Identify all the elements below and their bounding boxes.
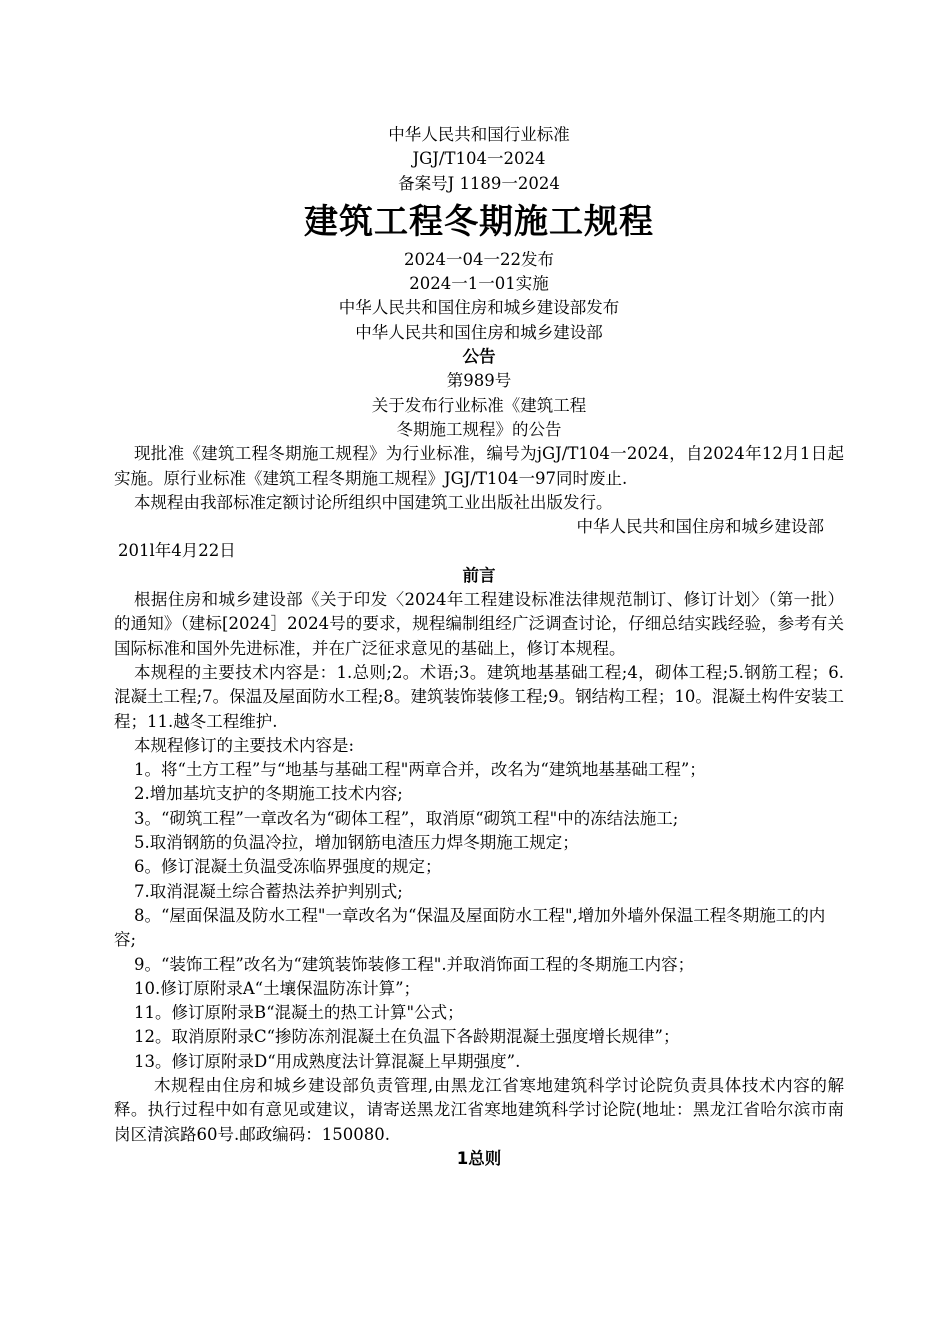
notice-body-1: 现批准《建筑工程冬期施工规程》为行业标准，编号为jGJ/T104一2024，自2024年12月1日起实施。原行业标准《建筑工程冬期施工规程》JGJ/T104一97同时废止. [114, 444, 844, 488]
notice-heading: 公告 [462, 347, 496, 367]
record-number: 备案号J 1189一2024 [398, 173, 560, 193]
document-title: 建筑工程冬期施工规程 [304, 201, 654, 242]
list-item: 2.增加基坑支护的冬期施工技术内容; [134, 784, 403, 804]
list-item: 12。取消原附录C“掺防冻剂混凝土在负温下各龄期混凝土强度增长规律”； [134, 1027, 680, 1047]
preface-para-2: 本规程的主要技术内容是：1.总则;2。术语;3。建筑地基基础工程;4，砌体工程;5.钢筋工程；6.混凝土工程;7。保温及屋面防水工程;8。建筑装饰装修工程;9。钢结构工程；10。混凝土构件安装工程；11.越冬工程维护. [114, 662, 844, 731]
ministry: 中华人民共和国住房和城乡建设部 [355, 322, 603, 342]
preface-heading: 前言 [462, 565, 496, 585]
notice-signature: 中华人民共和国住房和城乡建设部 [576, 517, 824, 537]
notice-subject-line1: 关于发布行业标准《建筑工程 [371, 395, 587, 415]
list-item: 5.取消钢筋的负温冷拉，增加钢筋电渣压力焊冬期施工规定； [134, 833, 579, 853]
standard-type: 中华人民共和国行业标准 [388, 125, 570, 144]
list-item: 9。“装饰工程”改名为“建筑装饰装修工程".并取消饰面工程的冬期施工内容； [134, 954, 695, 974]
list-item: 11。修订原附录B“混凝土的热工计算"公式； [134, 1003, 464, 1023]
publish-date: 2024一04一22发布 [404, 249, 554, 269]
list-item: 6。修订混凝土负温受冻临界强度的规定； [134, 857, 442, 877]
effective-date: 2024一1一01实施 [409, 274, 549, 294]
preface-para-1: 根据住房和城乡建设部《关于印发〈2024年工程建设标准法律规范制订、修订计划〉（第一批）的通知》（建标[2024］2024号的要求，规程编制组经广泛调查讨论，仔细总结实践经验，参考有关国际标准和国外先进标准，并在广泛征求意见的基础上，修订本规程。 [114, 590, 844, 658]
notice-body-2: 本规程由我部标准定额讨论所组织中国建筑工业出版社出版发行。 [134, 492, 613, 512]
revision-list [114, 758, 844, 1074]
notice-date: 201l年4月22日 [118, 541, 236, 561]
list-item: 13。修订原附录D“用成熟度法计算混凝上早期强度”. [134, 1051, 521, 1071]
list-item: 3。“砌筑工程”一章改名为“砌体工程”，取消原“砌筑工程"中的冻结法施工; [134, 808, 679, 828]
list-item: 7.取消混凝土综合蓄热法养护判别式; [134, 881, 403, 901]
issuer: 中华人民共和国住房和城乡建设部发布 [338, 298, 620, 318]
standard-code: JGJ/T104一2024 [412, 149, 546, 169]
list-item: 1。将“土方工程”与“地基与基础工程"两章合并，改名为“建筑地基基础工程”； [134, 760, 706, 780]
preface-para-4: 木规程由住房和城乡建设部负责管理,由黑龙江省寒地建筑科学讨论院负责具体技术内容的解释。执行过程中如有意见或建议，请寄送黑龙江省寒地建筑科学讨论院(地址：黑龙江省哈尔滨市南岗区清滨路60号.邮政编码：150080. [114, 1075, 844, 1144]
document-page [114, 123, 844, 1171]
list-item: 8。“屋面保温及防水工程"一章改名为“保温及屋面防水工程",增加外墙外保温工程冬期施工的内容; [114, 905, 826, 950]
chapter-1-heading: 1总则 [456, 1148, 502, 1168]
notice-subject-line2: 冬期施工规程》的公告 [396, 419, 562, 439]
preface-para-3: 本规程修订的主要技术内容是: [134, 735, 355, 755]
notice-number: 第989号 [446, 371, 512, 391]
list-item: 10.修订原附录A“土壤保温防冻计算”； [134, 978, 421, 998]
